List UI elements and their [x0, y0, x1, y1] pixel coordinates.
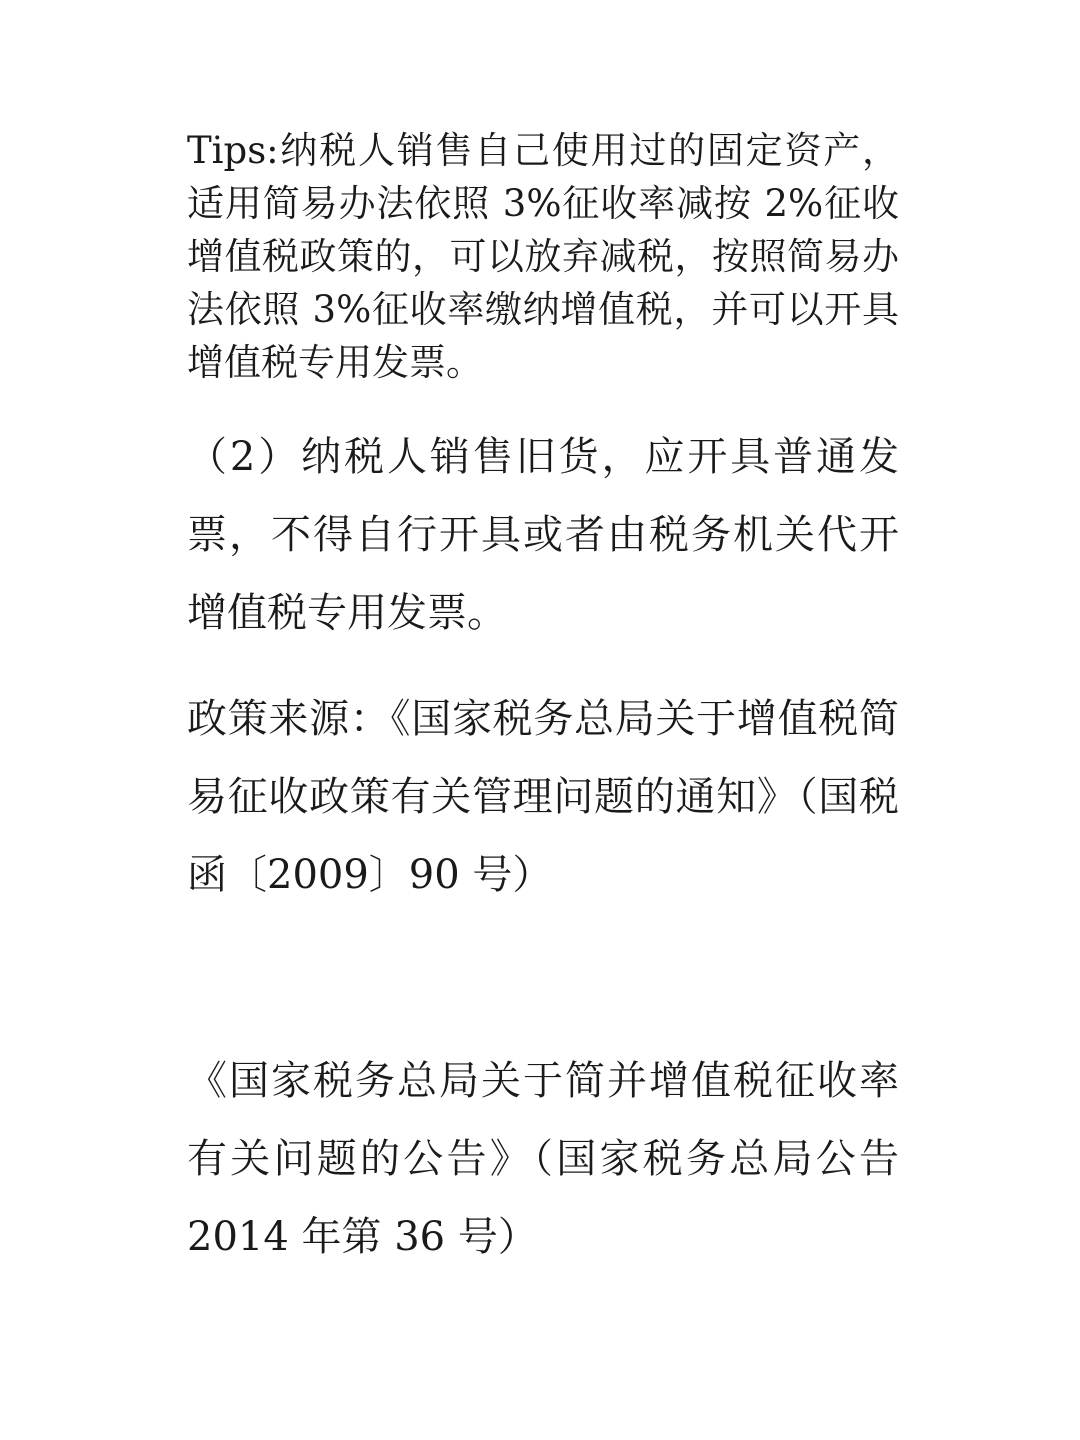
policy-source-paragraph: 政策来源：《国家税务总局关于增值税简易征收政策有关管理问题的通知》（国税函〔2009〕90 号）: [187, 696, 899, 898]
old-goods-invoice-paragraph: （2）纳税人销售旧货，应开具普通发票，不得自行开具或者由税务机关代开增值税专用发票。: [187, 434, 899, 636]
announcement-reference-paragraph: 《国家税务总局关于简并增值税征收率有关问题的公告》（国家税务总局公告 2014 年第 36 号）: [187, 1058, 899, 1260]
tips-paragraph: Tips:纳税人销售自己使用过的固定资产，适用简易办法依照 3%征收率减按 2%征收增值税政策的，可以放弃减税，按照简易办法依照 3%征收率缴纳增值税，并可以开具增值税专用发票。: [187, 129, 899, 384]
